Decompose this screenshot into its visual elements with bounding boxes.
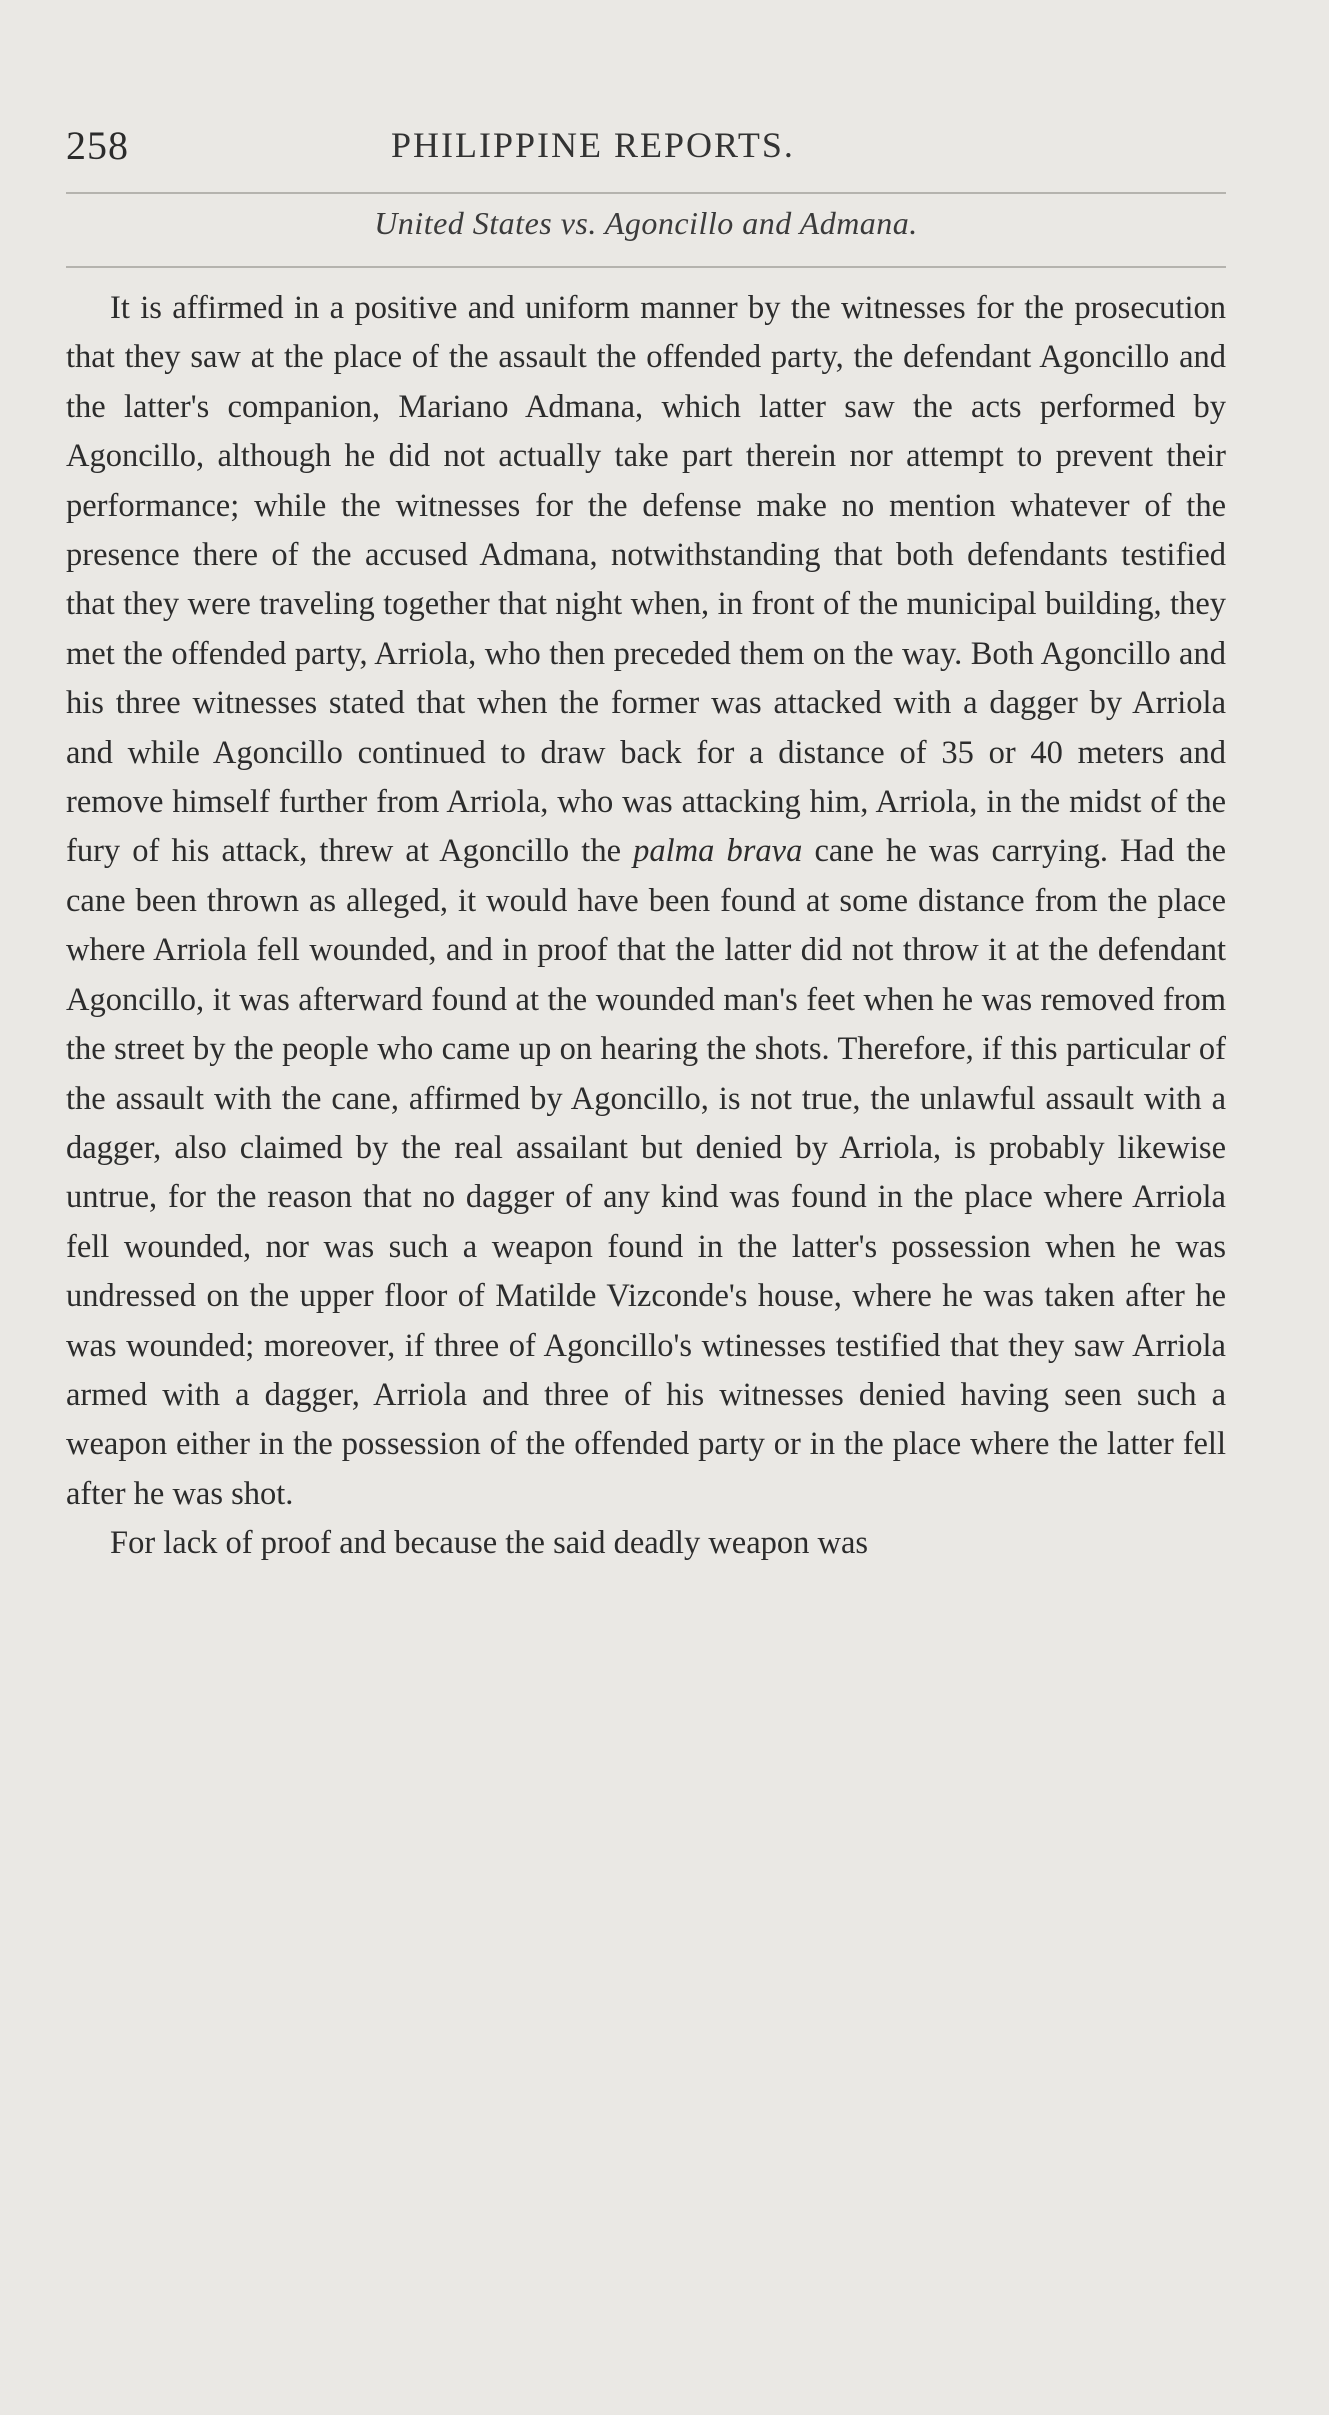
paragraph-1-text-b: cane he was carrying. Had the cane been thrown as alleged, it would have been found at some distance from the place where Arriola fell wounded, and in proof that the latter did not throw it at the defendant Agoncillo, it was afterward found at the wounded man's feet when he was removed from the street by the people who came up on hearing the shots. Therefore, if this particular of the assault with the cane, affirmed by Agoncillo, is not true, the unlawful assault with a dagger, also claimed by the real assailant but denied by Arriola, is probably likewise untrue, for the reason that no dagger of any kind was found in the place where Arriola fell wounded, nor was such a weapon found in the latter's possession when he was undressed on the upper floor of Matilde Vizconde's house, where he was taken after he was wounded; moreover, if three of Agoncillo's wtinesses testified that they saw Arriola armed with a dagger, Arriola and three of his witnesses denied having seen such a weapon either in the possession of the offended party or in the place where the latter fell after he was shot. (66, 833, 1227, 1512)
page-header (66, 122, 1226, 182)
running-title: PHILIPPINE REPORTS. (391, 125, 795, 165)
paragraph-1-text-a: It is affirmed in a positive and uniform manner by the witnesses for the prosecution that they saw at the place of the assault the offended party, the defendant Agoncillo and the latter's companion, Mariano Admana, which latter saw the acts performed by Agoncillo, although he did not actually take part therein nor attempt to prevent their performance; while the witnesses for the defense make no mention whatever of the presence there of the accused Admana, notwithstanding that both defendants testified that they were traveling together that night when, in front of the municipal building, they met the offended party, Arriola, who then preceded them on the way. Both Agoncillo and his three witnesses stated that when the former was attacked with a dagger by Arriola and while Agoncillo continued to draw back for a distance of 35 or 40 meters and remove himself further from Arriola, who was attacking him, Arriola, in the midst of the fury of his attack, threw at Agoncillo the (66, 290, 1226, 870)
body-text (66, 284, 1226, 1569)
case-title: United States vs. Agoncillo and Admana. (374, 205, 918, 241)
paragraph-2: For lack of proof and because the said deadly weapon was (110, 1525, 869, 1562)
header-rule-bottom (66, 266, 1226, 268)
paragraph-1 (66, 284, 1226, 1519)
page-number: 258 (66, 123, 129, 168)
header-rule-top (66, 192, 1226, 194)
italic-phrase: palma brava (633, 833, 803, 870)
